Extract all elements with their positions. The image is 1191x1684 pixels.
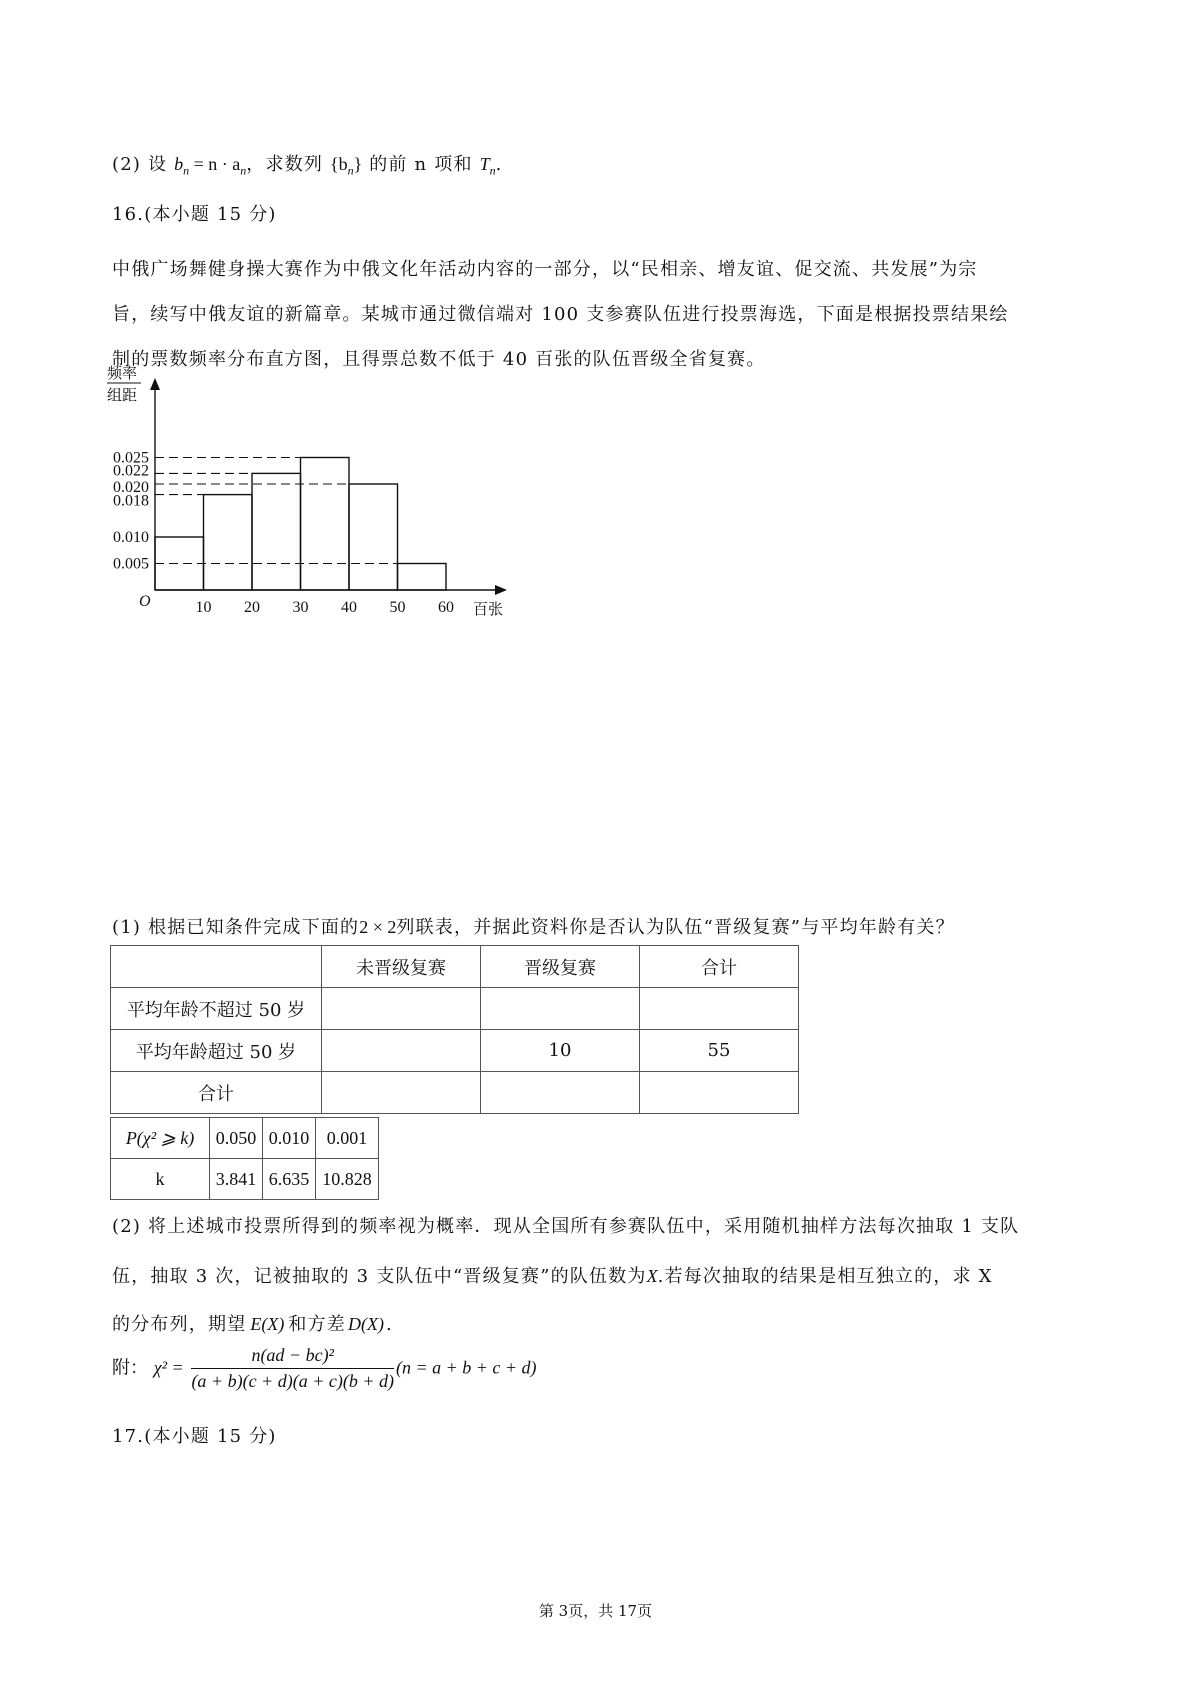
histogram-bar (204, 495, 253, 590)
x-tick-label: 30 (292, 599, 309, 616)
q16-text-line-2: 旨，续写中俄友谊的新篇章。某城市通过微信端对 100 支参赛队伍进行投票海选，下面是根据投票结果绘 (112, 304, 1009, 325)
x-tick-label: 60 (438, 599, 454, 616)
table-cell (640, 988, 799, 1030)
y-tick-label: 0.005 (113, 555, 149, 573)
table-cell: k (111, 1159, 210, 1200)
histogram-bar (301, 458, 350, 591)
table-cell: 0.050 (210, 1118, 263, 1159)
x-axis-arrow (495, 585, 507, 595)
x-axis-label: 百张 (473, 600, 504, 618)
chi-square-table (110, 1117, 379, 1200)
q16-part2-line-3: 的分布列，期望 E(X) 和方差 D(X) . (112, 1314, 393, 1335)
q16-text-line-3: 制的票数频率分布直方图，且得票总数不低于 40 百张的队伍晋级全省复赛。 (112, 349, 766, 370)
table-row (111, 1030, 799, 1072)
q16-part2-line-1: (2) 将上述城市投票所得到的频率视为概率．现从全国所有参赛队伍中，采用随机抽样方法每次抽取 1 支队 (112, 1216, 1020, 1237)
x-tick-label: 40 (341, 599, 357, 616)
page-footer: 第 3页，共 17页 (538, 1602, 653, 1620)
formula-fraction: $\frac{\text{n(ad − bc)²}}{(a + b)(c + d)(a + c)(b + d)}$ (191, 1345, 394, 1391)
table-cell: 平均年龄超过 50 岁 (111, 1030, 322, 1072)
y-axis-arrow (150, 378, 160, 390)
y-tick-label: 0.018 (113, 492, 149, 510)
table-cell (322, 988, 481, 1030)
appendix-formula: 附： χ² = $\frac{\text{n(ad − bc)²}}{(a + b)(c + d)(a + c)(b + d)}$ (n = a + b + c + d) (112, 1345, 537, 1391)
table-cell: 10 (481, 1030, 640, 1072)
y-axis-label-bottom: 组距 (107, 386, 138, 404)
table-cell: 平均年龄不超过 50 岁 (111, 988, 322, 1030)
table-row (111, 988, 799, 1030)
x-tick-label: 20 (244, 599, 260, 616)
origin-label: O (139, 593, 151, 610)
table-row (111, 1072, 799, 1114)
histogram-labels (107, 364, 503, 618)
table-cell: 3.841 (210, 1159, 263, 1200)
table-cell (322, 1030, 481, 1072)
y-tick-label: 0.022 (113, 462, 149, 480)
y-tick-label: 0.010 (113, 529, 149, 546)
table-cell: 10.828 (316, 1159, 379, 1200)
table-cell: P(χ² ⩾ k) (111, 1118, 210, 1159)
frequency-histogram (105, 364, 555, 670)
table-cell: 晋级复赛 (481, 946, 640, 988)
table-cell (640, 1072, 799, 1114)
table-cell: 未晋级复赛 (322, 946, 481, 988)
table-cell (481, 1072, 640, 1114)
q16-text-line-1: 中俄广场舞健身操大赛作为中俄文化年活动内容的一部分，以“民相亲、增友谊、促交流、共发展”为宗 (112, 259, 978, 280)
table-cell (111, 946, 322, 988)
table-cell: 0.001 (316, 1118, 379, 1159)
table-cell: 合计 (640, 946, 799, 988)
histogram-bar (398, 564, 447, 591)
table-cell (481, 988, 640, 1030)
y-tick-label: 0.020 (113, 479, 149, 496)
table-cell: 合计 (111, 1072, 322, 1114)
table-cell: 0.010 (263, 1118, 316, 1159)
table-cell: 55 (640, 1030, 799, 1072)
q17-header: 17.(本小题 15 分) (112, 1426, 277, 1447)
histogram-bar (252, 473, 301, 590)
y-tick-label: 0.025 (113, 449, 149, 467)
y-axis-label-top: 频率 (107, 364, 138, 382)
table-row (111, 1159, 379, 1200)
q15-part2-line: (2) 设 $b_n = n \cdot a_n$，求数列 $\{b_n\}$ 的前 n 项和 $T_n$. (112, 154, 503, 178)
table-cell (322, 1072, 481, 1114)
contingency-table (110, 945, 799, 1114)
x-tick-label: 10 (195, 599, 212, 616)
q16-part2-line-2: 伍，抽取 3 次，记被抽取的 3 支队伍中“晋级复赛”的队伍数为X.若每次抽取的结果是相互独立的，求 X (112, 1266, 993, 1287)
histogram-bar (349, 484, 398, 590)
q16-part1-line: (1) 根据已知条件完成下面的2 × 2列联表，并据此资料你是否认为队伍“晋级复赛”与平均年龄有关？ (112, 917, 955, 938)
histogram-bars (155, 458, 446, 591)
x-tick-label: 50 (389, 599, 406, 616)
table-row (111, 1118, 379, 1159)
table-row (111, 946, 799, 988)
q16-header: 16.(本小题 15 分) (112, 204, 277, 225)
table-cell: 6.635 (263, 1159, 316, 1200)
